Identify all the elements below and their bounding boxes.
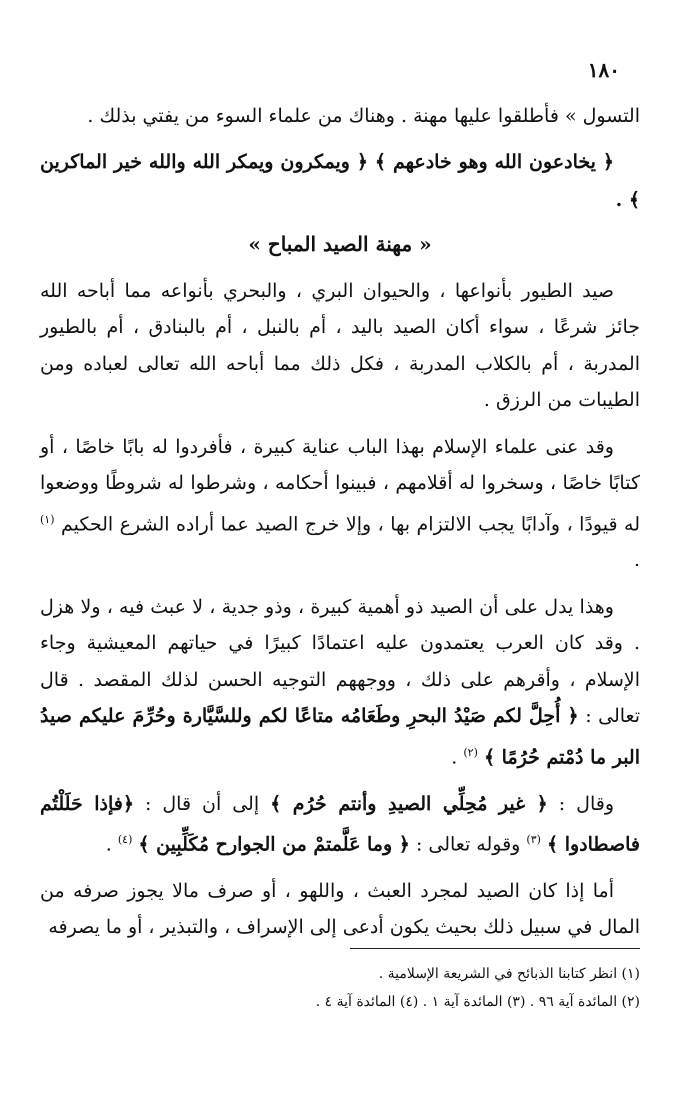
footnote-ref-2: (٢) [463, 745, 478, 759]
section-title: « مهنة الصيد المباح » [248, 231, 432, 256]
footnotes [40, 960, 640, 1016]
paragraph-5 [40, 786, 640, 863]
footnote-ref-3: (٣) [526, 833, 541, 847]
footnote-ref-1: (١) [40, 512, 55, 526]
paragraph-4-end: . [451, 746, 464, 769]
footnote-divider [350, 948, 640, 949]
paragraph-6: أما إذا كان الصيد لمجرد العبث ، واللهو ، أو صرف مالا يجوز صرفه من المال في سبيل ذلك بحيث يكون أدعى إلى الإسراف ، والتبذير ، أو ما يصرفه [40, 879, 640, 939]
paragraph-4 [40, 589, 640, 776]
quran-verse-5: ﴿ وما عَلَّمتمْ من الجوارح مُكَلِّبِين ﴾ [138, 833, 410, 856]
paragraph-5-c: وقوله تعالى : [409, 833, 527, 856]
paragraph-3-text: وقد عنى علماء الإسلام بهذا الباب عناية كبيرة ، فأفردوا له بابًا خاصًا ، أو كتابًا خاصًا ، وسخروا له أقلامهم ، فبينوا أحكامه ، وشرطوا له شروطًا ووضعوا له قيودًا ، وآدابًا يجب الالتزام بها ، وإلا خرج الصيد عما أراده الشرع الحكيم [40, 435, 641, 535]
footnote-2-3-4: (٢) المائدة آية ٩٦ . (٣) المائدة آية ١ . (٤) المائدة آية ٤ . [315, 994, 640, 1010]
footnote-1: (١) انظر كتابنا الذبائح في الشريعة الإسلامية . [378, 966, 640, 982]
paragraph-5-a: وقال : [547, 792, 614, 815]
paragraph-5-end: . [105, 833, 118, 856]
paragraph-1: التسول » فأطلقوا عليها مهنة . وهناك من علماء السوء من يفتي بذلك . [87, 105, 640, 127]
footnote-ref-4: (٤) [117, 833, 133, 847]
paragraph-2: صيد الطيور بأنواعها ، والحيوان البري ، والبحري بأنواعه مما أباحه الله جائز شرعًا ، سواء أكان الصيد باليد ، أم بالنبل ، أم بالبنادق ، أم بالطيور المدربة ، أم بالكلاب المدربة ، فكل ذلك مما أباحه الله تعالى لعباده ومن الطيبات من الرزق . [40, 279, 640, 411]
quran-verse-1: ﴿ يخادعون الله وهو خادعهم ﴾ ﴿ ويمكرون ويمكر الله والله خير الماكرين ﴾ . [40, 150, 640, 211]
page-number: ١٨٠ [587, 58, 620, 82]
quran-verse-2: ﴿ أُحِلَّ لكم صَيْدُ البحرِ وطَعَامُه متاعًا لكم وللسَّيَّارة وحُرِّمَ عليكم صيدُ البر ما دُمْتم حُرُمًا ﴾ [40, 705, 640, 769]
paragraph-3-end: . [633, 549, 640, 572]
quran-verse-3: ﴿ غير مُحِلِّي الصيدِ وأنتم حُرُم ﴾ [270, 792, 548, 815]
paragraph-4-text: وهذا يدل على أن الصيد ذو أهمية كبيرة ، وذو جدية ، لا عبث فيه ، ولا هزل . وقد كان العرب يعتمدون عليه اعتمادًا كبيرًا في حياتهم المعيشية وجاء الإسلام ، وأقرهم على ذلك ، ووجههم التوجيه الحسن لذلك المقصد . قال تعالى : [40, 595, 640, 728]
page-body [40, 52, 640, 946]
paragraph-3 [40, 429, 640, 579]
quran-verse-4: ﴿فإذا حَلَلْتُم فاصطادوا ﴾ [40, 792, 640, 856]
paragraph-5-b: إلى أن قال : [134, 792, 271, 815]
